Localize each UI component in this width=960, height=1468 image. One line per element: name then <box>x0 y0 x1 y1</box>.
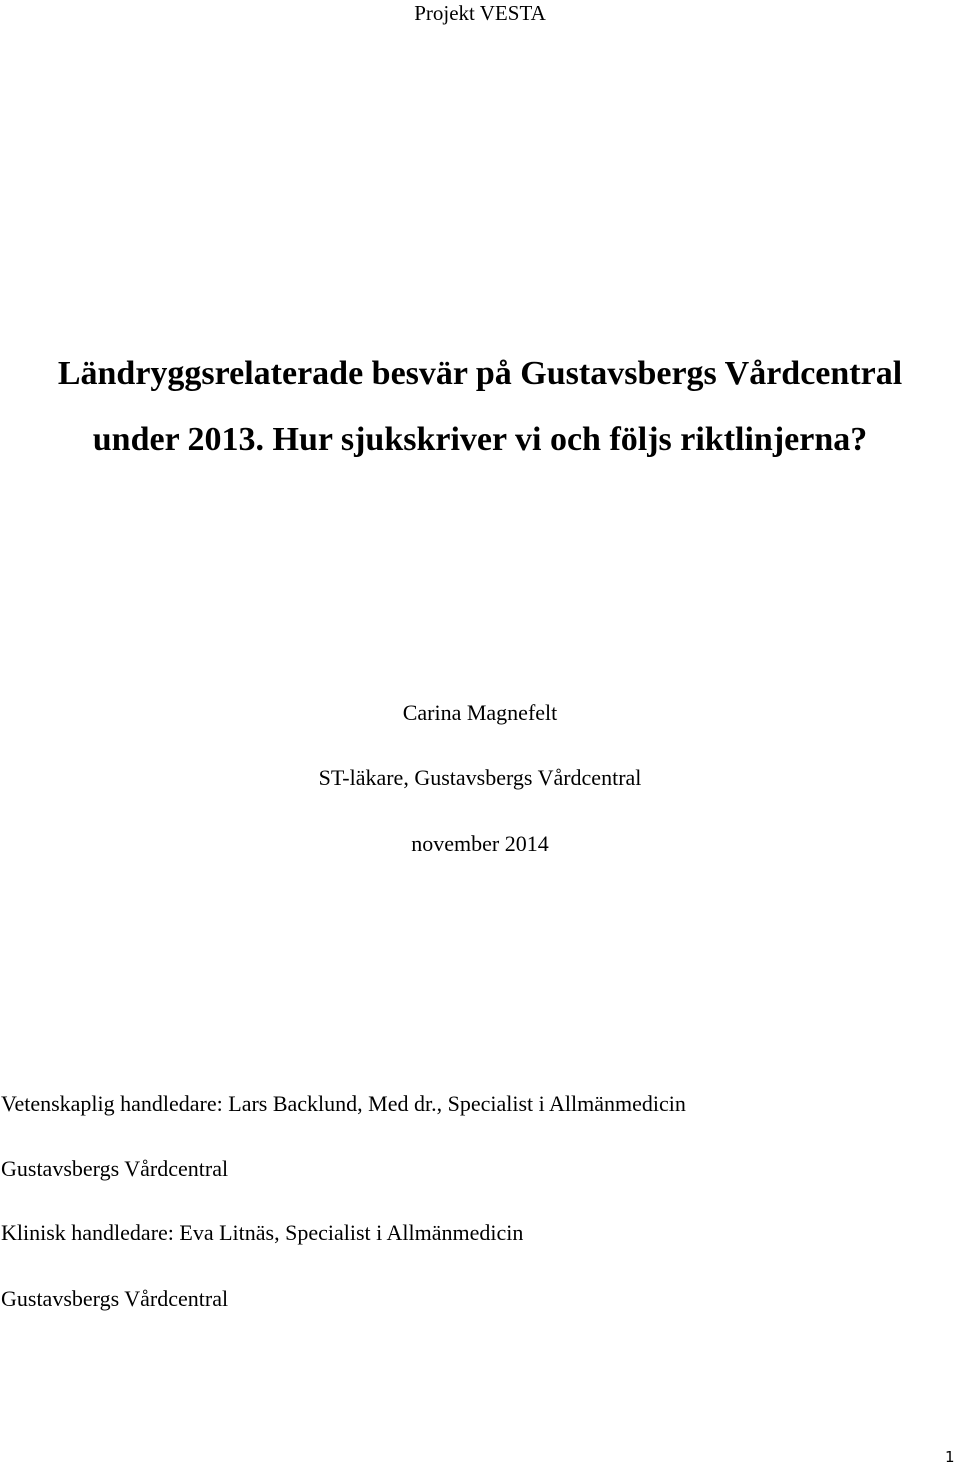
scientific-supervisor: Vetenskaplig handledare: Lars Backlund, Med dr., Specialist i Allmänmedicin <box>1 1091 686 1116</box>
document-title-line-2: under 2013. Hur sjukskriver vi och följs riktlinjerna? <box>92 421 868 458</box>
document-date: november 2014 <box>411 831 549 856</box>
clinical-supervisor: Klinisk handledare: Eva Litnäs, Specialist i Allmänmedicin <box>1 1220 524 1245</box>
author-role: ST-läkare, Gustavsbergs Vårdcentral <box>318 765 642 790</box>
clinical-supervisor-organization: Gustavsbergs Vårdcentral <box>1 1286 229 1311</box>
author-name: Carina Magnefelt <box>402 700 558 725</box>
page-header: Projekt VESTA <box>414 1 546 25</box>
document-title-line-1: Ländryggsrelaterade besvär på Gustavsbergs Vårdcentral <box>57 355 903 392</box>
page-number: 1 <box>945 1448 955 1466</box>
scientific-supervisor-organization: Gustavsbergs Vårdcentral <box>1 1156 229 1181</box>
